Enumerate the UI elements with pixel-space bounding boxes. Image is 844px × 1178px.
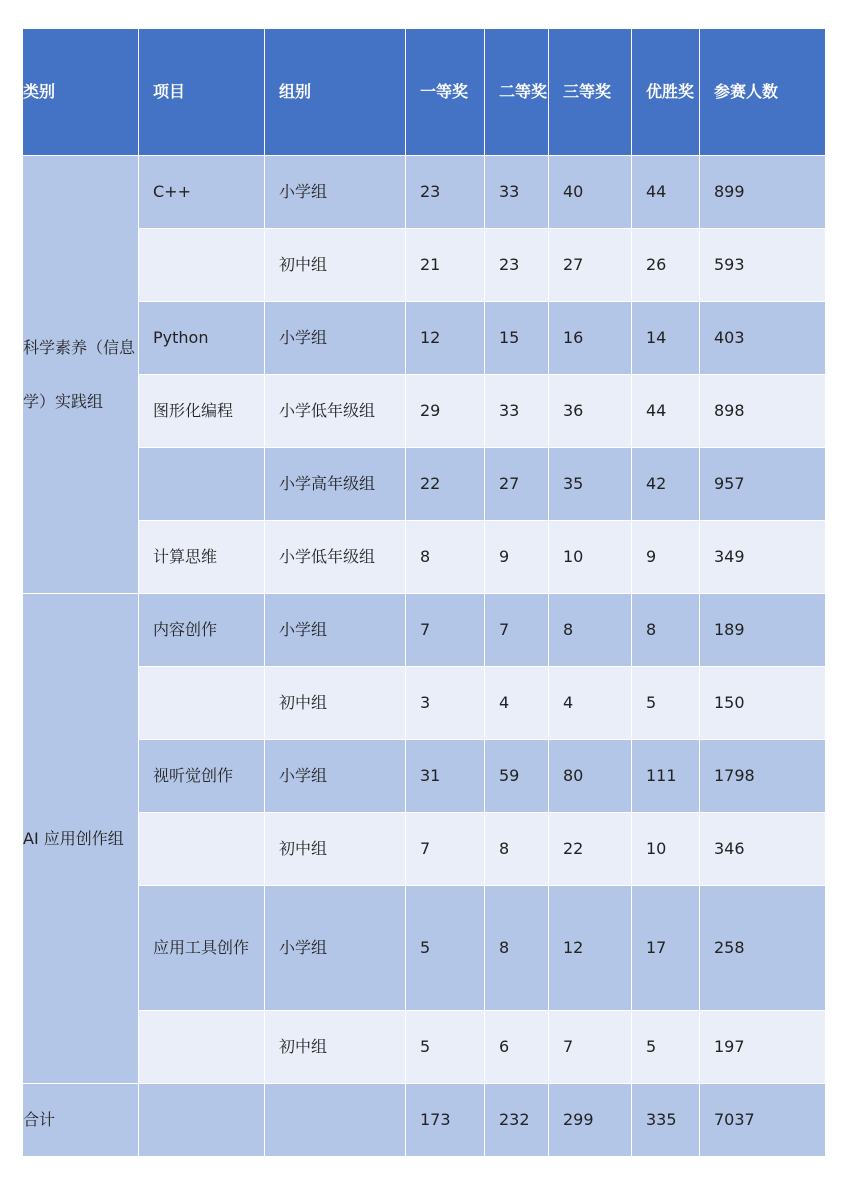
excellence-prize-cell: 111: [632, 740, 700, 813]
third-prize-cell: 35: [549, 448, 632, 521]
first-prize-cell: 12: [406, 302, 485, 375]
header-category: 类别: [23, 29, 139, 156]
second-prize-cell: 8: [485, 886, 549, 1011]
second-prize-cell: 6: [485, 1011, 549, 1084]
project-cell: 图形化编程: [139, 375, 265, 448]
table-row: [23, 740, 826, 813]
excellence-prize-cell: 10: [632, 813, 700, 886]
participants-cell: 593: [700, 229, 826, 302]
table-row: [23, 302, 826, 375]
table-row: [23, 229, 826, 302]
excellence-prize-cell: 42: [632, 448, 700, 521]
participants-cell: 197: [700, 1011, 826, 1084]
second-prize-cell: 33: [485, 156, 549, 229]
second-prize-cell: 4: [485, 667, 549, 740]
second-prize-cell: 33: [485, 375, 549, 448]
first-prize-cell: 31: [406, 740, 485, 813]
first-prize-cell: 23: [406, 156, 485, 229]
participants-cell: 899: [700, 156, 826, 229]
header-second-prize: 二等奖: [485, 29, 549, 156]
project-cell: [139, 448, 265, 521]
table-row: [23, 813, 826, 886]
group-cell: 小学低年级组: [265, 375, 406, 448]
project-cell: C++: [139, 156, 265, 229]
second-prize-cell: 8: [485, 813, 549, 886]
header-row: [23, 29, 826, 156]
participants-cell: 258: [700, 886, 826, 1011]
group-cell: 小学组: [265, 594, 406, 667]
total-second-prize: 232: [485, 1084, 549, 1157]
project-cell: Python: [139, 302, 265, 375]
third-prize-cell: 16: [549, 302, 632, 375]
project-cell: 视听觉创作: [139, 740, 265, 813]
category-cell: 科学素养（信息学）实践组: [23, 156, 139, 594]
second-prize-cell: 9: [485, 521, 549, 594]
project-cell: 计算思维: [139, 521, 265, 594]
first-prize-cell: 3: [406, 667, 485, 740]
participants-cell: 189: [700, 594, 826, 667]
second-prize-cell: 59: [485, 740, 549, 813]
excellence-prize-cell: 8: [632, 594, 700, 667]
group-cell: 初中组: [265, 1011, 406, 1084]
group-cell: 小学低年级组: [265, 521, 406, 594]
group-cell: 初中组: [265, 667, 406, 740]
category-cell: AI 应用创作组: [23, 594, 139, 1084]
group-cell: 小学高年级组: [265, 448, 406, 521]
first-prize-cell: 8: [406, 521, 485, 594]
group-cell: 小学组: [265, 886, 406, 1011]
total-third-prize: 299: [549, 1084, 632, 1157]
second-prize-cell: 27: [485, 448, 549, 521]
second-prize-cell: 15: [485, 302, 549, 375]
total-project-cell: [139, 1084, 265, 1157]
total-participants: 7037: [700, 1084, 826, 1157]
total-row: [23, 1084, 826, 1157]
excellence-prize-cell: 44: [632, 375, 700, 448]
project-cell: [139, 1011, 265, 1084]
project-cell: 应用工具创作: [139, 886, 265, 1011]
excellence-prize-cell: 9: [632, 521, 700, 594]
first-prize-cell: 5: [406, 1011, 485, 1084]
third-prize-cell: 10: [549, 521, 632, 594]
third-prize-cell: 8: [549, 594, 632, 667]
table-row: [23, 375, 826, 448]
participants-cell: 898: [700, 375, 826, 448]
total-first-prize: 173: [406, 1084, 485, 1157]
total-label: 合计: [23, 1084, 139, 1157]
excellence-prize-cell: 14: [632, 302, 700, 375]
third-prize-cell: 27: [549, 229, 632, 302]
second-prize-cell: 23: [485, 229, 549, 302]
third-prize-cell: 4: [549, 667, 632, 740]
header-participants: 参赛人数: [700, 29, 826, 156]
excellence-prize-cell: 44: [632, 156, 700, 229]
first-prize-cell: 7: [406, 594, 485, 667]
group-cell: 小学组: [265, 302, 406, 375]
table-row: [23, 156, 826, 229]
header-project: 项目: [139, 29, 265, 156]
third-prize-cell: 36: [549, 375, 632, 448]
first-prize-cell: 5: [406, 886, 485, 1011]
first-prize-cell: 21: [406, 229, 485, 302]
table-row: [23, 1011, 826, 1084]
participants-cell: 1798: [700, 740, 826, 813]
third-prize-cell: 12: [549, 886, 632, 1011]
project-cell: [139, 813, 265, 886]
header-first-prize: 一等奖: [406, 29, 485, 156]
header-third-prize: 三等奖: [549, 29, 632, 156]
first-prize-cell: 7: [406, 813, 485, 886]
table-row: [23, 594, 826, 667]
excellence-prize-cell: 5: [632, 1011, 700, 1084]
third-prize-cell: 22: [549, 813, 632, 886]
excellence-prize-cell: 17: [632, 886, 700, 1011]
total-group-cell: [265, 1084, 406, 1157]
participants-cell: 150: [700, 667, 826, 740]
participants-cell: 403: [700, 302, 826, 375]
participants-cell: 349: [700, 521, 826, 594]
table-row: [23, 886, 826, 1011]
header-excellence-prize: 优胜奖: [632, 29, 700, 156]
group-cell: 小学组: [265, 156, 406, 229]
third-prize-cell: 7: [549, 1011, 632, 1084]
total-excellence-prize: 335: [632, 1084, 700, 1157]
table-row: [23, 521, 826, 594]
header-group: 组别: [265, 29, 406, 156]
first-prize-cell: 29: [406, 375, 485, 448]
participants-cell: 957: [700, 448, 826, 521]
project-cell: 内容创作: [139, 594, 265, 667]
project-cell: [139, 667, 265, 740]
group-cell: 初中组: [265, 229, 406, 302]
table-row: [23, 667, 826, 740]
second-prize-cell: 7: [485, 594, 549, 667]
excellence-prize-cell: 5: [632, 667, 700, 740]
first-prize-cell: 22: [406, 448, 485, 521]
third-prize-cell: 80: [549, 740, 632, 813]
group-cell: 初中组: [265, 813, 406, 886]
group-cell: 小学组: [265, 740, 406, 813]
third-prize-cell: 40: [549, 156, 632, 229]
table-row: [23, 448, 826, 521]
excellence-prize-cell: 26: [632, 229, 700, 302]
award-table: [22, 28, 826, 1157]
participants-cell: 346: [700, 813, 826, 886]
project-cell: [139, 229, 265, 302]
